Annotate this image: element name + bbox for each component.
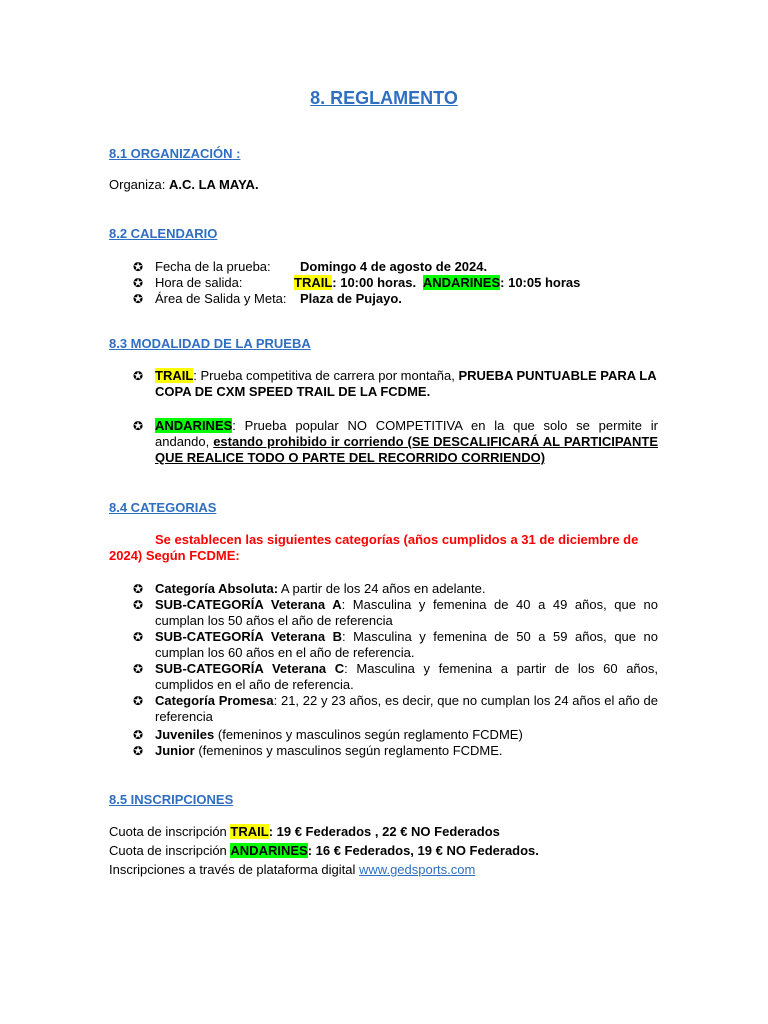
categoria-item [155,693,658,725]
categoria-name: SUB-CATEGORÍA Veterana C [155,661,345,676]
star-circle-icon: ✪ [132,276,144,290]
categoria-name: SUB-CATEGORÍA Veterana A [155,597,342,612]
section-heading-categorias: 8.4 CATEGORIAS [109,500,217,515]
cuota-label: Cuota de inscripción [109,824,231,839]
categorias-intro-line2: 2024) Según FCDME: [109,548,240,563]
trail-tag: TRAIL [230,824,269,839]
categoria-item [155,597,658,629]
categoria-name: Junior [155,743,195,758]
fecha-value: Domingo 4 de agosto de 2024. [300,259,488,274]
plataforma-text: Inscripciones a través de plataforma digital [109,862,360,877]
categoria-desc: : 21, 22 y 23 años, es decir, que no cumplan los 24 años el año de referencia [155,693,658,724]
andarines-tag: ANDARINES [230,843,308,858]
categoria-name: Categoría Absoluta: [155,581,279,596]
categoria-name: Categoría Promesa [155,693,274,708]
categoria-item [155,629,658,661]
cuota-trail-line [109,824,500,840]
categoria-item [155,727,658,743]
star-circle-icon: ✪ [132,292,144,306]
section-heading-calendario: 8.2 CALENDARIO [109,226,218,241]
andarines-tag: ANDARINES [422,275,501,290]
star-circle-icon: ✪ [132,662,144,676]
categoria-name: SUB-CATEGORÍA Veterana B [155,629,342,644]
categoria-desc: : Masculina y femenina a partir de los 60 años, cumplidos en el año de referencia. [155,661,658,692]
organiza-label: Organiza: [109,177,169,192]
trail-text: : Prueba competitiva de carrera por montaña, [193,368,459,383]
star-circle-icon: ✪ [132,582,144,596]
categoria-name: Juveniles [155,727,215,742]
organiza-value: A.C. LA MAYA. [168,177,259,192]
hora-value [294,275,580,291]
categoria-desc: (femeninos y masculinos según reglamento FCDME) [214,727,523,742]
hora-label: Hora de salida: [155,275,243,290]
modalidad-andarines [155,418,658,466]
star-circle-icon: ✪ [132,694,144,708]
trail-price: : 19 € Federados , 22 € NO Federados [268,824,500,839]
andarines-bold: estando prohibido ir corriendo (SE DESCALIFICARÁ AL PARTICIPANTE QUE REALICE TODO O PARTE DEL RECORRIDO CORRIENDO) [155,434,658,465]
cuota-andarines-line [109,843,539,859]
star-circle-icon: ✪ [132,598,144,612]
categoria-desc: (femeninos y masculinos según reglamento FCDME. [194,743,503,758]
categoria-desc: : Masculina y femenina de 40 a 49 años, que no cumplan los 50 años el año de referencia [155,597,658,628]
cuota-label: Cuota de inscripción [109,843,231,858]
section-heading-modalidad: 8.3 MODALIDAD DE LA PRUEBA [109,336,311,351]
fecha-label: Fecha de la prueba: [155,259,271,274]
page-title: 8. REGLAMENTO [310,88,458,108]
trail-tag: TRAIL [155,368,194,383]
gedsports-link[interactable]: www.gedsports.com [359,862,476,877]
categoria-item [155,743,658,759]
star-circle-icon: ✪ [132,630,144,644]
star-circle-icon: ✪ [132,369,144,383]
star-circle-icon: ✪ [132,744,144,758]
trail-tag: TRAIL [294,275,333,290]
categoria-desc: A partir de los 24 años en adelante. [278,581,486,596]
trail-time: : 10:00 horas. [332,275,417,290]
categoria-desc: : Masculina y femenina de 50 a 59 años, que no cumplan los 60 años en el año de referencia. [155,629,659,660]
organiza-line [109,177,259,193]
andarines-text: : Prueba popular NO COMPETITIVA en la que solo se permite ir andando, [155,418,658,449]
star-circle-icon: ✪ [132,419,144,433]
categoria-item [155,661,658,693]
star-circle-icon: ✪ [132,728,144,742]
trail-bold: PRUEBA PUNTUABLE PARA LA COPA DE CXM SPEED TRAIL DE LA FCDME. [155,368,657,399]
plataforma-line [109,862,475,878]
andarines-tag: ANDARINES [155,418,233,433]
section-heading-inscripciones: 8.5 INSCRIPCIONES [109,792,234,807]
categorias-intro-line1: Se establecen las siguientes categorías (años cumplidos a 31 de diciembre de [155,532,639,547]
area-label: Área de Salida y Meta: [155,291,287,306]
andarines-time: : 10:05 horas [500,275,581,290]
section-heading-organizacion: 8.1 ORGANIZACIÓN : [109,146,241,161]
modalidad-trail [155,368,658,400]
star-circle-icon: ✪ [132,260,144,274]
area-value: Plaza de Pujayo. [300,291,402,306]
categoria-item [155,581,658,597]
andarines-price: : 16 € Federados, 19 € NO Federados. [307,843,539,858]
